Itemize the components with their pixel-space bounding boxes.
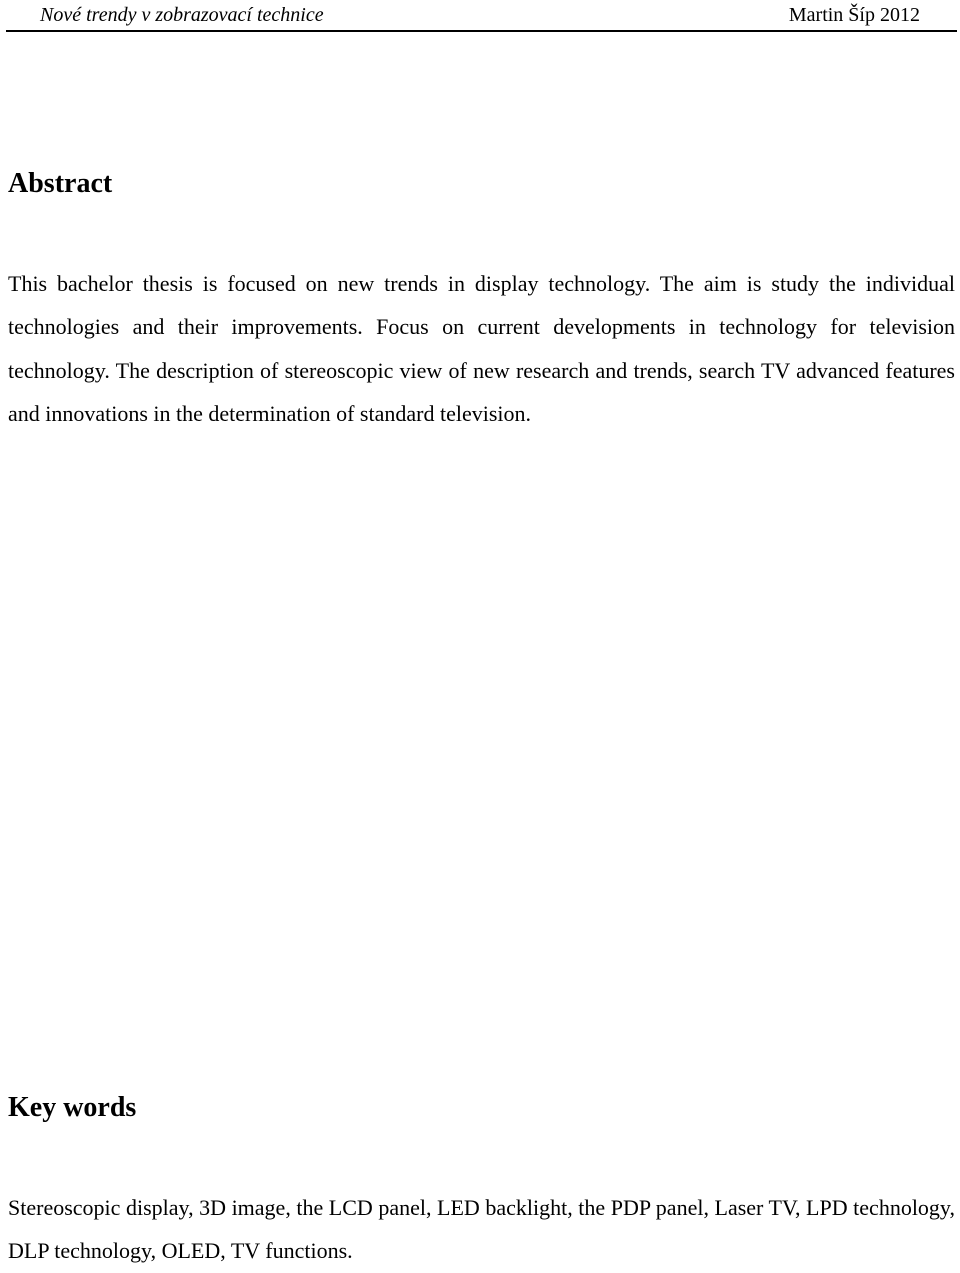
page-header [6, 4, 957, 32]
abstract-paragraph: This bachelor thesis is focused on new trends in display technology. The aim is study the individual technologies and their improvements. Focus on current developments in technology for television technology. The description of stereoscopic view of new research and trends, search TV advanced features and innovations in the determination of standard television. [8, 271, 955, 427]
header-author-year: Martin Šíp 2012 [788, 4, 920, 26]
keywords-heading: Key words [8, 1092, 137, 1123]
abstract-heading: Abstract [8, 168, 113, 199]
header-title: Nové trendy v zobrazovací technice [40, 4, 324, 26]
keywords-paragraph: Stereoscopic display, 3D image, the LCD panel, LED backlight, the PDP panel, Laser TV, LPD technology, DLP technology, OLED, TV functions. [8, 1195, 955, 1264]
